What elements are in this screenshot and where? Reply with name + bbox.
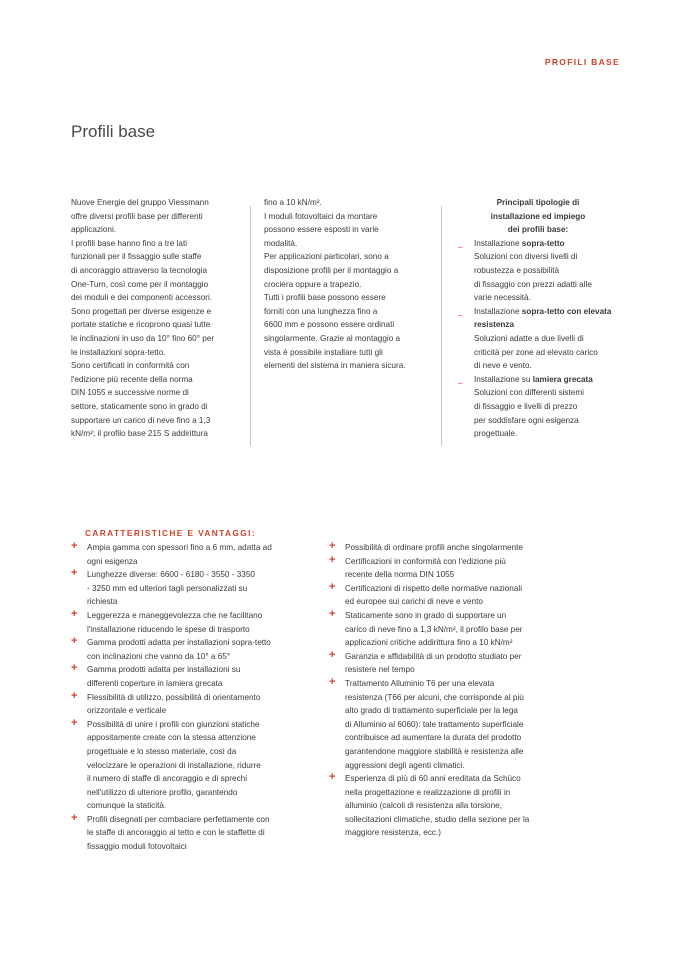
feature-item: + Staticamente sono in grado di supportare un carico di neve fino a 1,3 kN/m², il profilo base per applicazioni critiche addirittura fino a 10 kN/m² bbox=[329, 607, 523, 648]
plus-icon: + bbox=[71, 567, 78, 580]
plus-icon: + bbox=[329, 580, 336, 593]
feature-item: + Flessibilità di utilizzo, possibilità di orientamento orizzontale e verticale bbox=[71, 689, 261, 716]
dash-marker: _ bbox=[458, 238, 463, 248]
installation-types-heading: Principali tipologie di installazione ed impiego dei profili base: bbox=[490, 198, 586, 235]
installation-type-title: Installazione sopra-tetto bbox=[474, 238, 565, 248]
features-list-right bbox=[329, 541, 557, 840]
plus-icon: + bbox=[71, 689, 78, 702]
plus-icon: + bbox=[329, 540, 336, 552]
features-list-left bbox=[71, 541, 307, 854]
feature-item: + Possibilità di unire i profili con giunzioni statiche appositamente create con la stessa attenzione progettuale e lo stesso materiale, così da velocizzare le operazioni di installazione, ridurre il numero di staffe di ancoraggio e di sprechi nell'utilizzo di ulteriore profilo, garantendo comunque la staticità. bbox=[71, 716, 261, 811]
feature-item: + Certificazioni di rispetto delle normative nazionali ed europee sui carichi di neve e vento bbox=[329, 580, 523, 607]
plus-icon: + bbox=[71, 716, 78, 729]
plus-icon: + bbox=[71, 811, 78, 824]
feature-item: + Possibilità di ordinare profili anche singolarmente bbox=[329, 540, 523, 552]
column-divider bbox=[441, 206, 442, 446]
plus-icon: + bbox=[71, 540, 78, 552]
plus-icon: + bbox=[329, 607, 336, 620]
installation-type-description: Soluzioni con differenti sistemi di fissaggio e livelli di prezzo per soddisfare ogni esigenza progettuale. bbox=[474, 388, 584, 439]
plus-icon: + bbox=[329, 648, 336, 661]
plus-icon: + bbox=[71, 607, 78, 620]
installation-type-description: Soluzioni adatte a due livelli di criticità per zone ad elevato carico di neve e vento. bbox=[474, 333, 598, 371]
feature-item: + Ampia gamma con spessori fino a 6 mm, adatta ad ogni esigenza bbox=[71, 540, 272, 566]
column-divider bbox=[250, 206, 251, 446]
installation-type-title: Installazione su lamiera grecata bbox=[474, 374, 593, 384]
plus-icon: + bbox=[329, 675, 336, 688]
feature-item: + Gamma prodotti adatta per installazioni sopra-tetto con inclinazioni che vanno da 10° a 65° bbox=[71, 635, 271, 661]
feature-item: + Leggerezza e maneggevolezza che ne facilitano l'installazione riducendo le spese di trasporto bbox=[71, 607, 263, 634]
feature-item: + Esperienza di più di 60 anni ereditata da Schüco nella progettazione e realizzazione di profili in alluminio (calcoli di resistenza alla torsione, sollecitazioni climatiche, studio della sezione per la maggiore resistenza, ecc.) bbox=[329, 771, 530, 838]
installation-type-item bbox=[458, 237, 618, 305]
installation-type-item bbox=[458, 373, 618, 441]
section-label: PROFILI BASE bbox=[544, 57, 620, 67]
intro-text-1: Nuove Energie del gruppo Viessmann offre diversi profili base per differenti applicazioni. I profili base hanno fino a tre lati funzionali per il fissaggio sulle staffe di ancoraggio attraverso la tecnologia One-Turn, così come per il montaggio dei moduli e dei componenti accessori. Sono progettati per diverse esigenze e portate statiche e ricoprono quasi tutte le inclinazioni in uso da 10° fino 60° per le installazioni sopra-tetto. Sono certificati in conformità con l'edizione più recente della norma DIN 1055 e successive norme di settore, staticamente sono in grado di supportare un carico di neve fino a 1,3 kN/m²; il profilo base 215 S addirittura bbox=[71, 198, 215, 439]
feature-item: + Certificazioni in conformità con l'edizione più recente della norma DIN 1055 bbox=[329, 553, 506, 580]
installation-types bbox=[458, 196, 618, 441]
feature-item: + Profili disegnati per combaciare perfettamente con le staffe di ancoraggio al tetto e con le staffette di fissaggio moduli fotovoltaici bbox=[71, 811, 270, 852]
intro-column-1 bbox=[71, 196, 236, 441]
installation-type-description: Soluzioni con diversi livelli di robustezza e possibilità di fissaggio con prezzi adatti alle varie necessità. bbox=[474, 252, 592, 303]
page-title: Profili base bbox=[71, 122, 156, 141]
feature-item: + Lunghezze diverse: 6600 - 6180 - 3550 - 3350 - 3250 mm ed ulteriori tagli personalizzati su richiesta bbox=[71, 567, 255, 607]
intro-text-2: fino a 10 kN/m². I moduli fotovoltaici da montare possono essere esposti in varie modalità. Per applicazioni particolari, sono a disposizione profili per il montaggio a crociera oppure a trapezio. Tutti i profili base possono essere forniti con una lunghezza fino a 6600 mm e possono essere ordinati singolarmente. Grazie al montaggio a vista è possibile installare tutti gli elementi del sistema in maniera sicura. bbox=[264, 198, 406, 371]
dash-marker: _ bbox=[458, 374, 463, 384]
dash-marker: _ bbox=[458, 306, 463, 316]
feature-item: + Gamma prodotti adatta per installazioni su differenti coperture in lamiera grecata bbox=[71, 662, 241, 688]
plus-icon: + bbox=[329, 771, 336, 784]
feature-item: + Trattamento Alluminio T6 per una elevata resistenza (T66 per alcuni, che corrisponde al più alto grado di trattamento superficiale per la lega di Alluminio al 6060): tale trattamento superficiale contribuisce ad aumentare la durata del prodotto garantendone maggiore stabilità e resistenza alle aggressioni degli agenti climatici. bbox=[329, 675, 524, 770]
plus-icon: + bbox=[329, 553, 336, 566]
installation-type-item bbox=[458, 305, 618, 373]
feature-item: + Garanzia e affidabilità di un prodotto studiato per resistere nel tempo bbox=[329, 648, 522, 675]
plus-icon: + bbox=[71, 635, 78, 648]
plus-icon: + bbox=[71, 662, 78, 675]
installation-type-title: Installazione sopra-tetto con elevata resistenza bbox=[474, 306, 612, 330]
features-heading: CARATTERISTICHE E VANTAGGI: bbox=[85, 528, 257, 538]
intro-column-2 bbox=[264, 196, 430, 373]
